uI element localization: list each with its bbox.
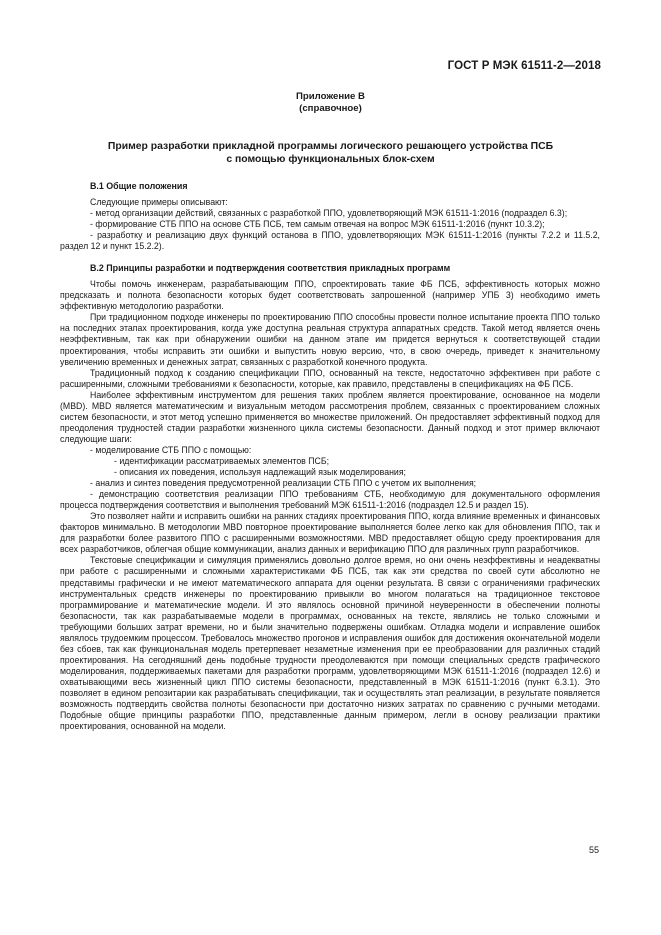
title-line-1: Пример разработки прикладной программы логического решающего устройства ПСБ <box>107 141 554 152</box>
paragraph: Это позволяет найти и исправить ошибки на ранних стадиях проектирования ППО, когда влияние временных и финансовых факторов минимально. В методологии MBD повторное проектирование выполняется более легко как для обновления ППО, так и для разработки более развитого ППО с расширенными возможностями. MBD предоставляет общую среду проектирования для всех разработчиков, облегчая общие коммуникации, анализ данных и верификацию ППО для различных групп разработчиков. <box>60 511 600 555</box>
list-item: - метод организации действий, связанных с разработкой ППО, удовлетворяющий МЭК 61511-1:2016 (подраздел 6.3); <box>90 208 568 219</box>
appendix-title <box>60 140 601 166</box>
paragraph: Следующие примеры описывают: <box>90 197 228 207</box>
title-line-2: с помощью функциональных блок-схем <box>226 154 435 165</box>
list-item: - демонстрацию соответствия реализации ППО требованиям СТБ, необходимую для документального оформления процесса подтверждения соответствия и выполнения требований МЭК 61511-1:2016 (подраздел 12.5 и раздел 15). <box>60 489 600 511</box>
list-item: - анализ и синтез поведения предусмотренной реализации СТБ ППО с учетом их выполнения; <box>90 478 477 489</box>
document-body <box>60 180 600 732</box>
paragraph: Наиболее эффективным инструментом для решения таких проблем является проектирование, основанное на модели (MBD). MBD является математическим и визуальным методом рассмотрения проблем, связанных с проектированием сложных систем безопасности, и этот метод успешно применяется во множестве приложений. Он предоставляет эффективный подход для преодоления трудностей стадии разработки жизненного цикла системы безопасности. Данный подход и этот пример включают следующие шаги: <box>60 389 600 444</box>
sub-list-item: - идентификации рассматриваемых элементов ПСБ; <box>114 455 330 466</box>
sub-list-item: - описания их поведения, используя надлежащий язык моделирования; <box>114 467 406 478</box>
list-item: - разработку и реализацию двух функций останова в ППО, удовлетворяющих МЭК 61511-1:2016 (пункты 7.2.2 и 11.5.2, раздел 12 и пункт 15.2.2). <box>60 230 600 252</box>
standard-code: ГОСТ Р МЭК 61511-2—2018 <box>447 60 601 72</box>
list-item: - моделирование СТБ ППО с помощью: <box>90 444 252 455</box>
list-item: - формирование СТБ ППО на основе СТБ ПСБ, тем самым отвечая на вопрос МЭК 61511-1:2016 (пункт 10.3.2); <box>90 219 545 230</box>
section-b2-heading: В.2 Принципы разработки и подтверждения соответствия прикладных программ <box>90 263 451 274</box>
appendix-label: Приложение В <box>296 91 365 102</box>
section-b1-heading: В.1 Общие положения <box>90 181 188 191</box>
appendix-note: (справочное) <box>299 103 362 114</box>
paragraph: При традиционном подходе инженеры по проектированию ППО способны провести полное испытание проекта ППО только на последних этапах проектирования, когда уже доступна реальная структура аппаратных средств. Такой метод является очень неэффективным, так как при обнаружении ошибки на данном этапе им придется вернуться к соответствующей стадии проектирования, чтобы исправить эти ошибки и выпустить новую версию, что, в свою очередь, приведет к значительному увеличению временных и денежных затрат, связанных с разработкой конечного продукта. <box>60 312 600 367</box>
paragraph: Традиционный подход к созданию спецификации ППО, основанный на тексте, недостаточно эффективен при работе с расширенными, сложными требованиями к безопасности, которые, как правило, представлены в спецификациях на ФБ ПСБ. <box>60 367 600 389</box>
appendix-heading <box>0 91 661 115</box>
paragraph: Текстовые спецификации и симуляция применялись довольно долгое время, но они очень неэффективны и неадекватны при работе с расширенными и сложными характеристиками ФБ ПСБ, так как эти средства по своей сути абсолютно не представимы графически и не имеют математического аппарата для оценки результата. В связи с ограничениями графических инструментальных средств инженеры по проектированию привыкли во многом полагаться на традиционное текстовое программирование и математические модели. И это являлось основной причиной неуверенности в обеспечении полноты безопасности, так как разрабатываемые модели в программах, основанных на тексте, являлись не только сложными и требующими больших затрат времени, но и были значительно подвержены ошибкам. Отладка модели и исправление ошибок являлось трудоемким процессом. Требовалось множество прогонов и исправления ошибок для достижения окончательной модели без сбоев, так как функциональная модель претерпевает незаметные изменения при ее преобразовании для различных стадий проектирования. На сегодняшний день подобные трудности преодолеваются при помощи специальных средств графического моделирования, поддерживаемых пакетами для разработки программ, удовлетворяющими МЭК 61511-1:2016 (подраздел 12.6) и охватывающими весь жизненный цикл ППО системы безопасности, представленный в МЭК 61511-1:2016 (пункт 6.3.1). Это позволяет в едином репозитарии как разрабатывать спецификации, так и осуществлять этап реализации, в результате появляется возможность подтвердить свойства полноты безопасности при достаточно низких затратах по сравнению с ручными методами. Подобные общие принципы разработки ППО, представленные данным примером, легли в основу реализации практики проектирования, основанной на модели. <box>60 555 600 732</box>
paragraph: Чтобы помочь инженерам, разрабатывающим ППО, спроектировать такие ФБ ПСБ, эффективность которых можно предсказать и полнота безопасности которых будет соответствовать запрошенной (например УПБ 3) необходимо иметь эффективную методологию разработки. <box>60 279 600 312</box>
page-number: 55 <box>588 845 599 855</box>
